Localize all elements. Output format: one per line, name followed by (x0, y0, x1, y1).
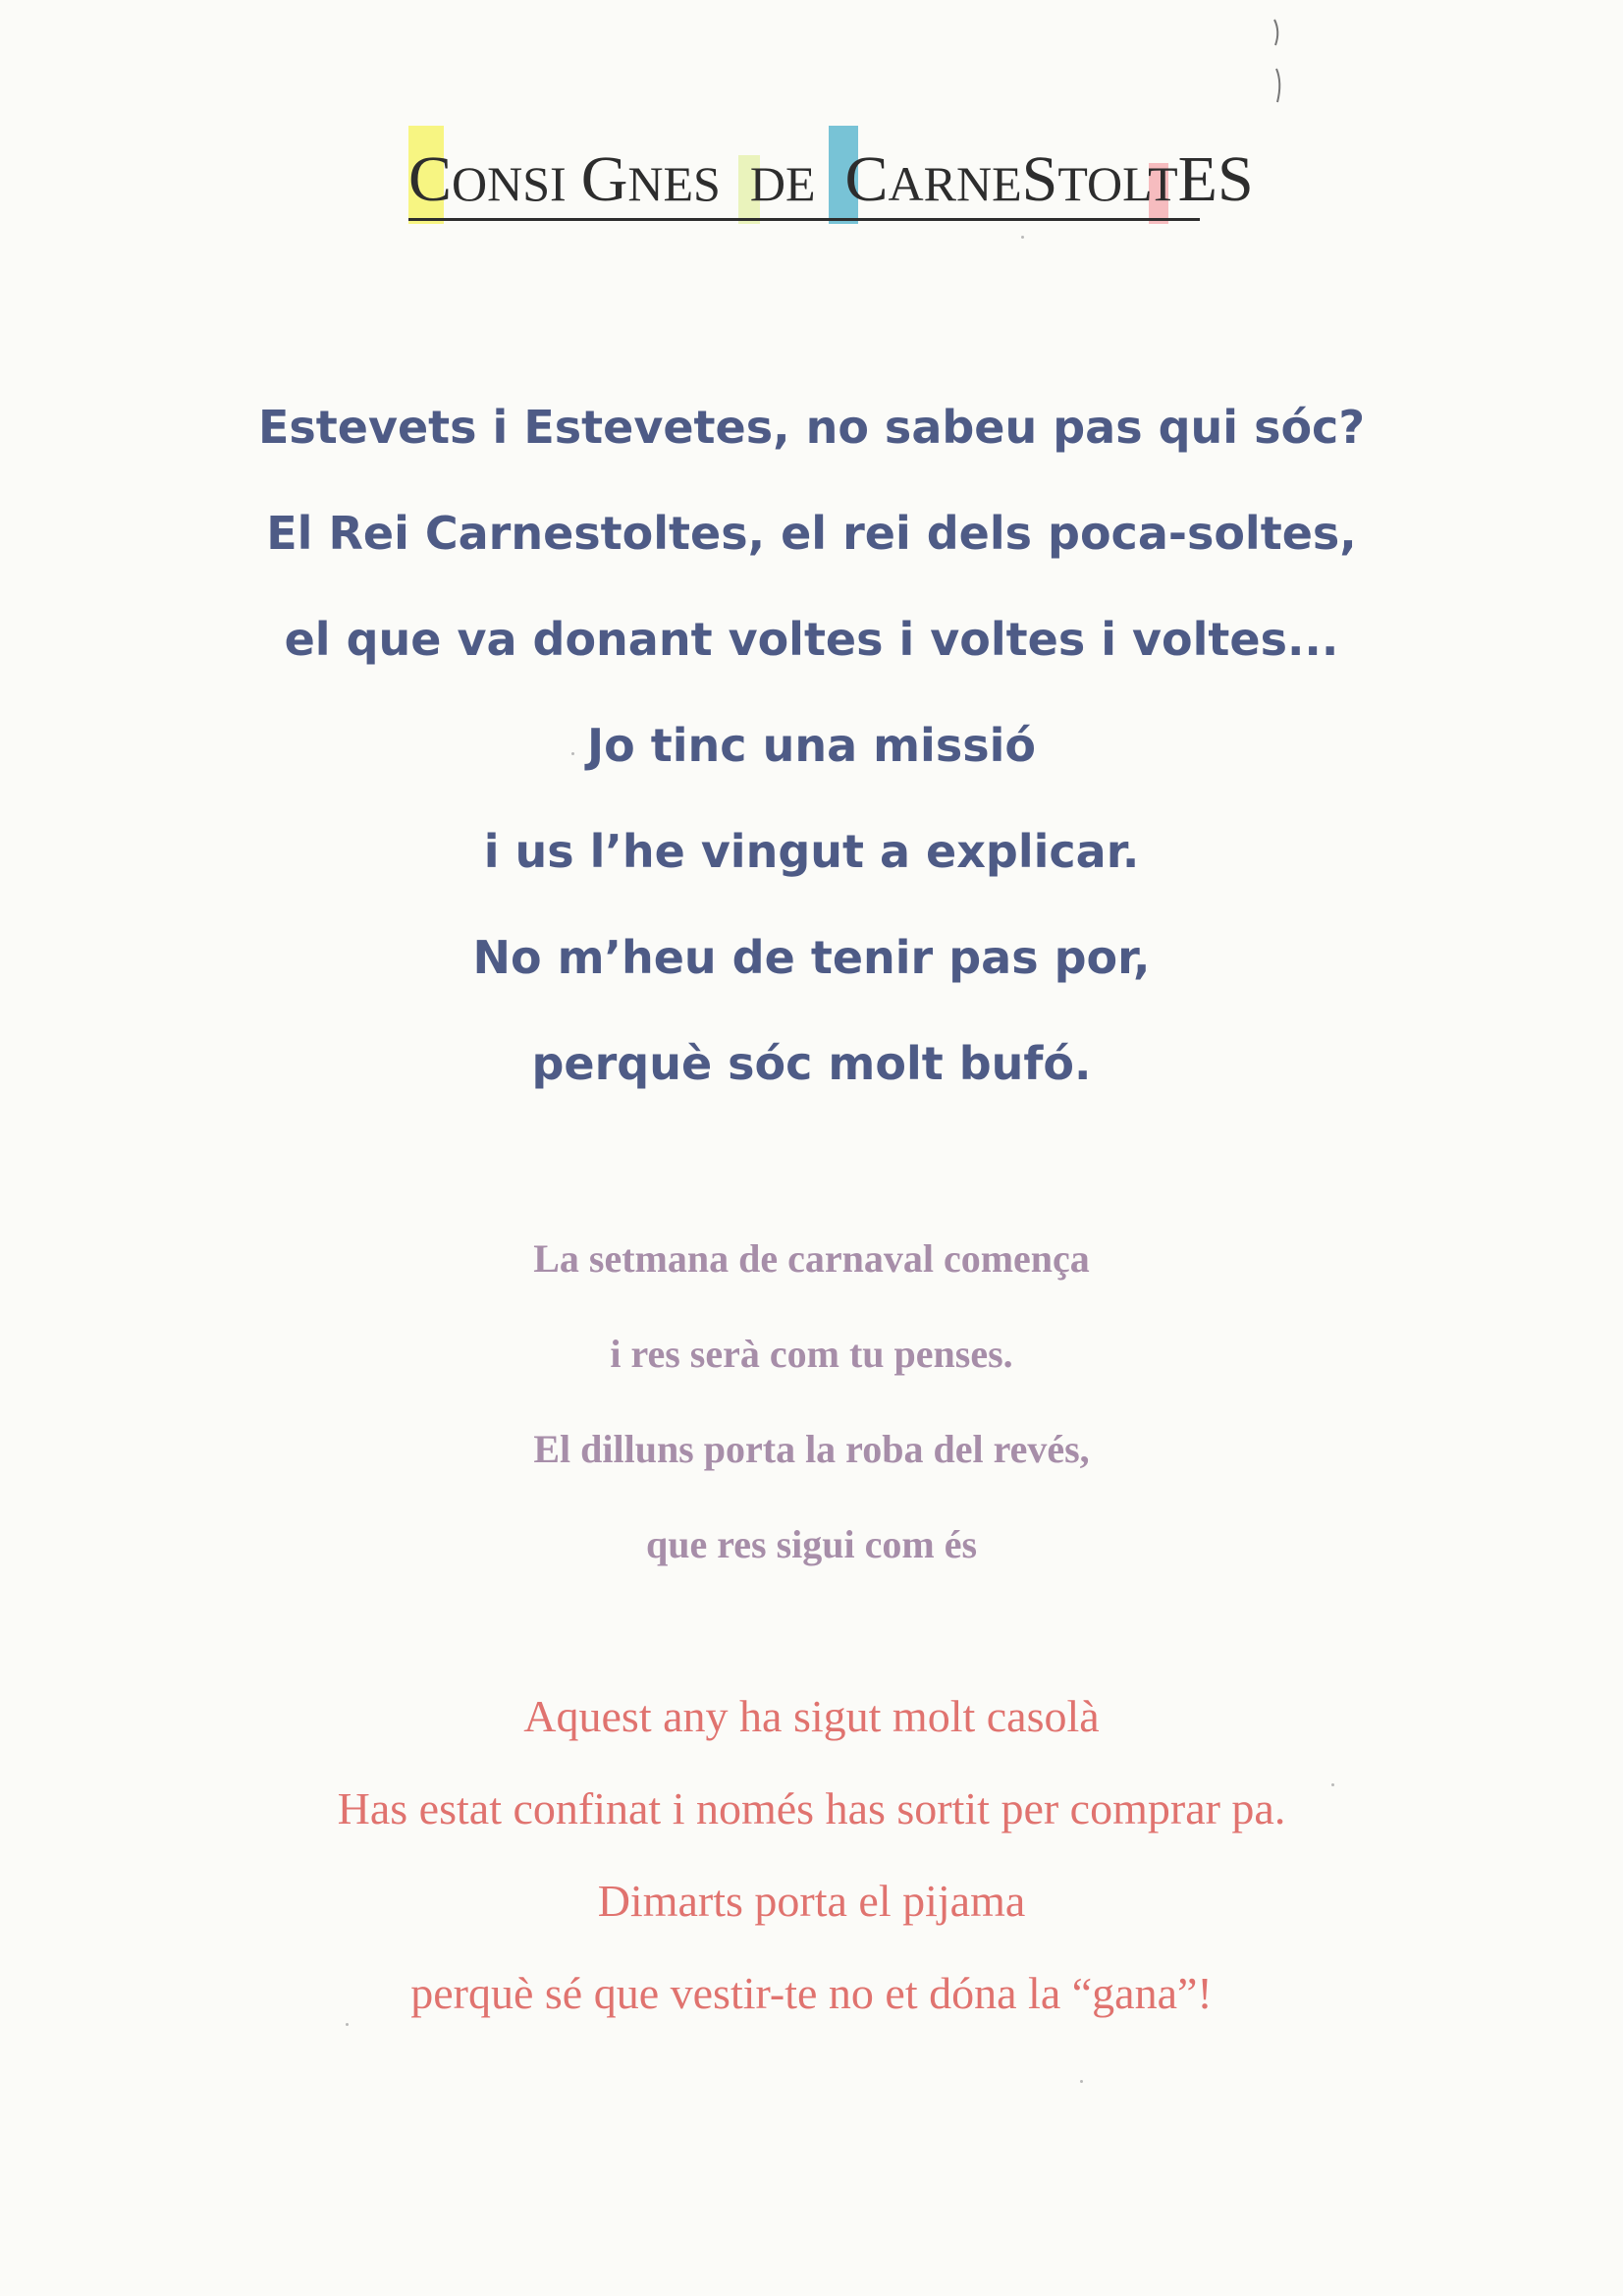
scan-speck (1331, 1783, 1334, 1786)
verse-line: Dimarts porta el pijama (597, 1876, 1026, 1926)
title-letter: G (580, 143, 628, 215)
title-letter: D (749, 156, 785, 211)
title-letter: E (784, 156, 816, 211)
title-text (408, 143, 1254, 215)
title-letters: NES (627, 156, 721, 211)
scan-speck (1021, 236, 1024, 239)
verse-line: La setmana de carnaval comença (533, 1236, 1090, 1281)
stanza-2 (0, 1230, 1623, 1611)
page-title (408, 116, 1254, 224)
title-letter: E (1177, 143, 1217, 215)
verse-line: Jo tinc una missió (587, 719, 1036, 772)
title-letter: C (408, 143, 453, 215)
verse-line: perquè sé que vestir-te no et dóna la “gana”! (410, 1968, 1213, 2018)
verse-line: Aquest any ha sigut molt casolà (523, 1691, 1100, 1741)
verse-line: el que va donant voltes i voltes i voltes... (284, 613, 1339, 666)
stanza-1 (0, 393, 1623, 1135)
verse-line: El Rei Carnestoltes, el rei dels poca-soltes, (266, 507, 1357, 560)
scan-speck (346, 2023, 349, 2026)
verse-line: El dilluns porta la roba del revés, (533, 1427, 1090, 1471)
title-letters: ONSI (452, 156, 567, 211)
verse-line: i res serà com tu penses. (610, 1332, 1013, 1376)
stanza-3 (0, 1687, 1623, 2056)
verse-line: i us l’he vingut a explicar. (483, 825, 1140, 878)
verse-line: Has estat confinat i només has sortit per comprar pa. (337, 1783, 1286, 1833)
title-letters: TOLT (1057, 156, 1178, 211)
title-letter: S (1021, 143, 1058, 215)
scan-speck (571, 752, 574, 755)
title-letter: C (844, 143, 889, 215)
title-letter: S (1217, 143, 1254, 215)
scan-artifact (1267, 18, 1286, 106)
verse-line: No m’heu de tenir pas por, (472, 931, 1151, 984)
verse-line: que res sigui com és (645, 1522, 978, 1566)
scan-speck (1080, 2080, 1083, 2083)
title-underline (408, 218, 1200, 221)
title-letters: ARNE (888, 156, 1022, 211)
verse-line: Estevets i Estevetes, no sabeu pas qui sóc? (258, 401, 1365, 454)
verse-line: perquè sóc molt bufó. (531, 1037, 1092, 1090)
